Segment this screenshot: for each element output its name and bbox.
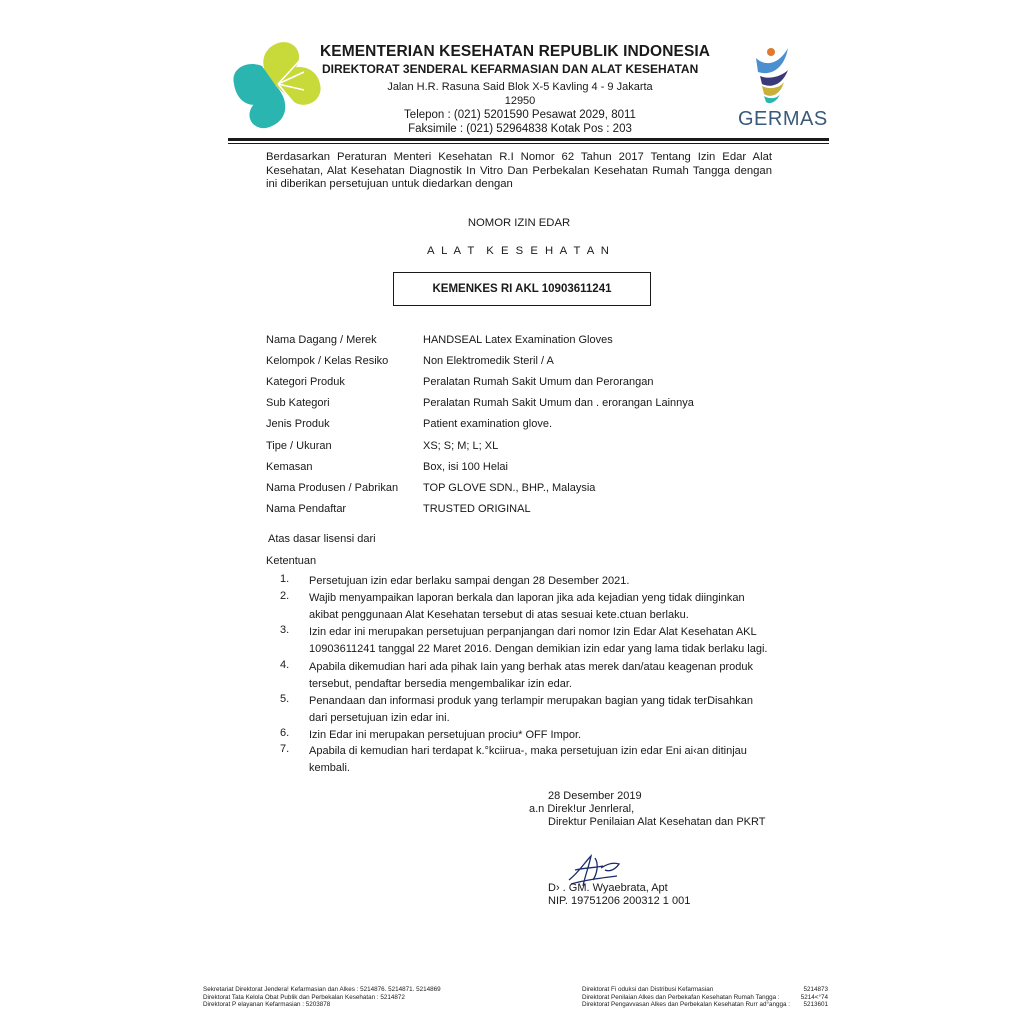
footer-line: Direktorat Tata Kelola Obat Publik dan Perbekalan Kesehatan : 5214872 (203, 993, 405, 1001)
intro-paragraph: Berdasarkan Peraturan Menteri Kesehatan R.I Nomor 62 Tahun 2017 Tentang Izin Edar Alat Kesehatan, Alat Kesehatan Diagnostik In Vitro Dan Perbekalan Kesehatan Rumah Tangga dengan ini diberikan persetujuan untuk diedarkan dengan (266, 151, 772, 190)
germas-label: GERMAS (738, 108, 828, 130)
field-label: Kemasan (266, 461, 313, 473)
ministry-title: KEMENTERIAN KESEHATAN REPUBLIK INDONESIA (320, 43, 711, 60)
registration-number-box (393, 272, 651, 306)
field-label: Kelompok / Kelas Resiko (266, 355, 389, 367)
condition-text: Izin Edar ini merupakan persetujuan prociu* OFF Impor. (309, 729, 582, 741)
nomor-izin-label: NOMOR IZIN EDAR (467, 217, 571, 229)
header-fax: Faksimile : (021) 52964838 Kotak Pos : 203 (408, 123, 632, 135)
header-phone: Telepon : (021) 5201590 Pesawat 2029, 8011 (404, 109, 636, 121)
category-heading: A L A T K E S E H A T A N (427, 245, 611, 257)
condition-number: 1. (280, 573, 290, 585)
signatory-nip: NIP. 19751206 200312 1 001 (548, 895, 691, 907)
footer-phone: 5213601 (803, 1001, 828, 1008)
condition-text: Apabila dikemudian hari ada pihak Iain yang berhak atas merek dan/atau keagenan produk tersebut, pendaftar bersedia mengembalikar izin edar. (309, 661, 753, 690)
signatory-name: D› . GM. Wyaebrata, Apt (548, 882, 668, 894)
field-label: Sub Kategori (266, 397, 330, 409)
condition-number: 7. (280, 743, 290, 755)
field-label: Kategori Produk (266, 376, 345, 388)
condition-text: Penandaan dan informasi produk yang terlampir merupakan bagian yang tidak terDisahkan dari persetujuan izin edar ini. (309, 695, 753, 724)
footer-line: Direktorat Penilaian Alkes dan Perbekafan Kesehatan Rumah Tangga : (582, 993, 780, 1001)
ketentuan-heading: Ketentuan (266, 555, 317, 567)
signature-position: Direktur Penilaian Alat Kesehatan dan PKRT (548, 816, 766, 828)
footer-right (582, 986, 828, 1009)
field-value: Patient examination glove. (423, 418, 553, 430)
field-label: Nama Produsen / Pabrikan (266, 482, 399, 494)
license-basis: Atas dasar lisensi dari (268, 533, 376, 545)
footer-phone: 5214873 (803, 986, 828, 993)
condition-text: Izin edar ini merupakan persetujuan perpanjangan dari nomor Izin Edar Alat Kesehatan AKL 10903611241 tanggal 22 Maret 2016. Dengan demikian izin edar yang lama tidak berlaku lagi. (309, 626, 768, 655)
footer-row (582, 986, 828, 994)
field-value: Peralatan Rumah Sakit Umum dan Perorangan (423, 376, 654, 388)
footer-phone: 5214<°74 (800, 993, 828, 1001)
header-divider-thin (228, 143, 829, 144)
header-divider (228, 138, 829, 141)
condition-number: 6. (280, 727, 290, 739)
field-label: Tipe / Ukuran (266, 440, 332, 452)
field-label: Jenis Produk (266, 418, 330, 430)
ministry-logo (232, 38, 322, 134)
field-label: Nama Dagang / Merek (266, 334, 377, 346)
field-value: Peralatan Rumah Sakit Umum dan . erorangan Lainnya (423, 397, 694, 409)
footer-left (203, 986, 441, 1009)
condition-number: 2. (280, 590, 290, 602)
condition-number: 4. (280, 659, 290, 671)
header-contact (380, 80, 660, 136)
germas-logo-icon (748, 46, 794, 104)
registration-number: KEMENKES RI AKL 10903611241 (432, 283, 612, 295)
footer-line: Direktorat Fi oduksi dan Distribusi Kefarmasian (582, 986, 714, 993)
field-value: TOP GLOVE SDN., BHP., Malaysia (423, 482, 596, 494)
field-value: XS; S; M; L; XL (423, 440, 499, 452)
field-value: TRUSTED ORIGINAL (423, 503, 531, 515)
footer-row (582, 994, 828, 1002)
directorate-title: DIREKTORAT 3ENDERAL KEFARMASIAN DAN ALAT KESEHATAN (322, 62, 699, 76)
header-address: Jalan H.R. Rasuna Said Blok X-5 Kavling 4 - 9 Jakarta 12950 (387, 81, 653, 107)
field-value: HANDSEAL Latex Examination Gloves (423, 334, 613, 346)
footer-line: Direktorat Pengavvasan Alkes dan Perbekalan Kesehatan Rurr ad°angga : (582, 1001, 790, 1008)
field-value: Box, isi 100 Helai (423, 461, 508, 473)
condition-number: 5. (280, 693, 290, 705)
field-label: Nama Pendaftar (266, 503, 347, 515)
condition-text: Persetujuan izin edar berlaku sampai dengan 28 Desember 2021. (309, 575, 630, 587)
signature-date: 28 Desember 2019 (548, 790, 642, 802)
footer-line: Direktorat P elayanan Kefarmasian : 5203878 (203, 1001, 331, 1008)
footer-line: Sekretariat Direktorat Jendera! Kefarmasian dan Alkes : 5214876. 5214871. 5214869 (203, 986, 441, 993)
condition-number: 3. (280, 624, 290, 636)
field-value: Non Elektromedik Steril / A (423, 355, 554, 367)
condition-text: Apabila di kemudian hari terdapat k.°kciirua-, maka persetujuan izin edar Eni ai‹an ditinjau kembali. (309, 745, 747, 774)
condition-text: Wajib menyampaikan laporan berkala dan laporan jika ada kejadian yeng tidak diinginkan akibat penggunaan Alat Kesehatan tersebut di atas sesuai kete.ctuan berlaku. (309, 592, 745, 621)
signature-on-behalf: a.n Direk!ur Jenrleral, (529, 803, 635, 815)
footer-row (582, 1001, 828, 1009)
